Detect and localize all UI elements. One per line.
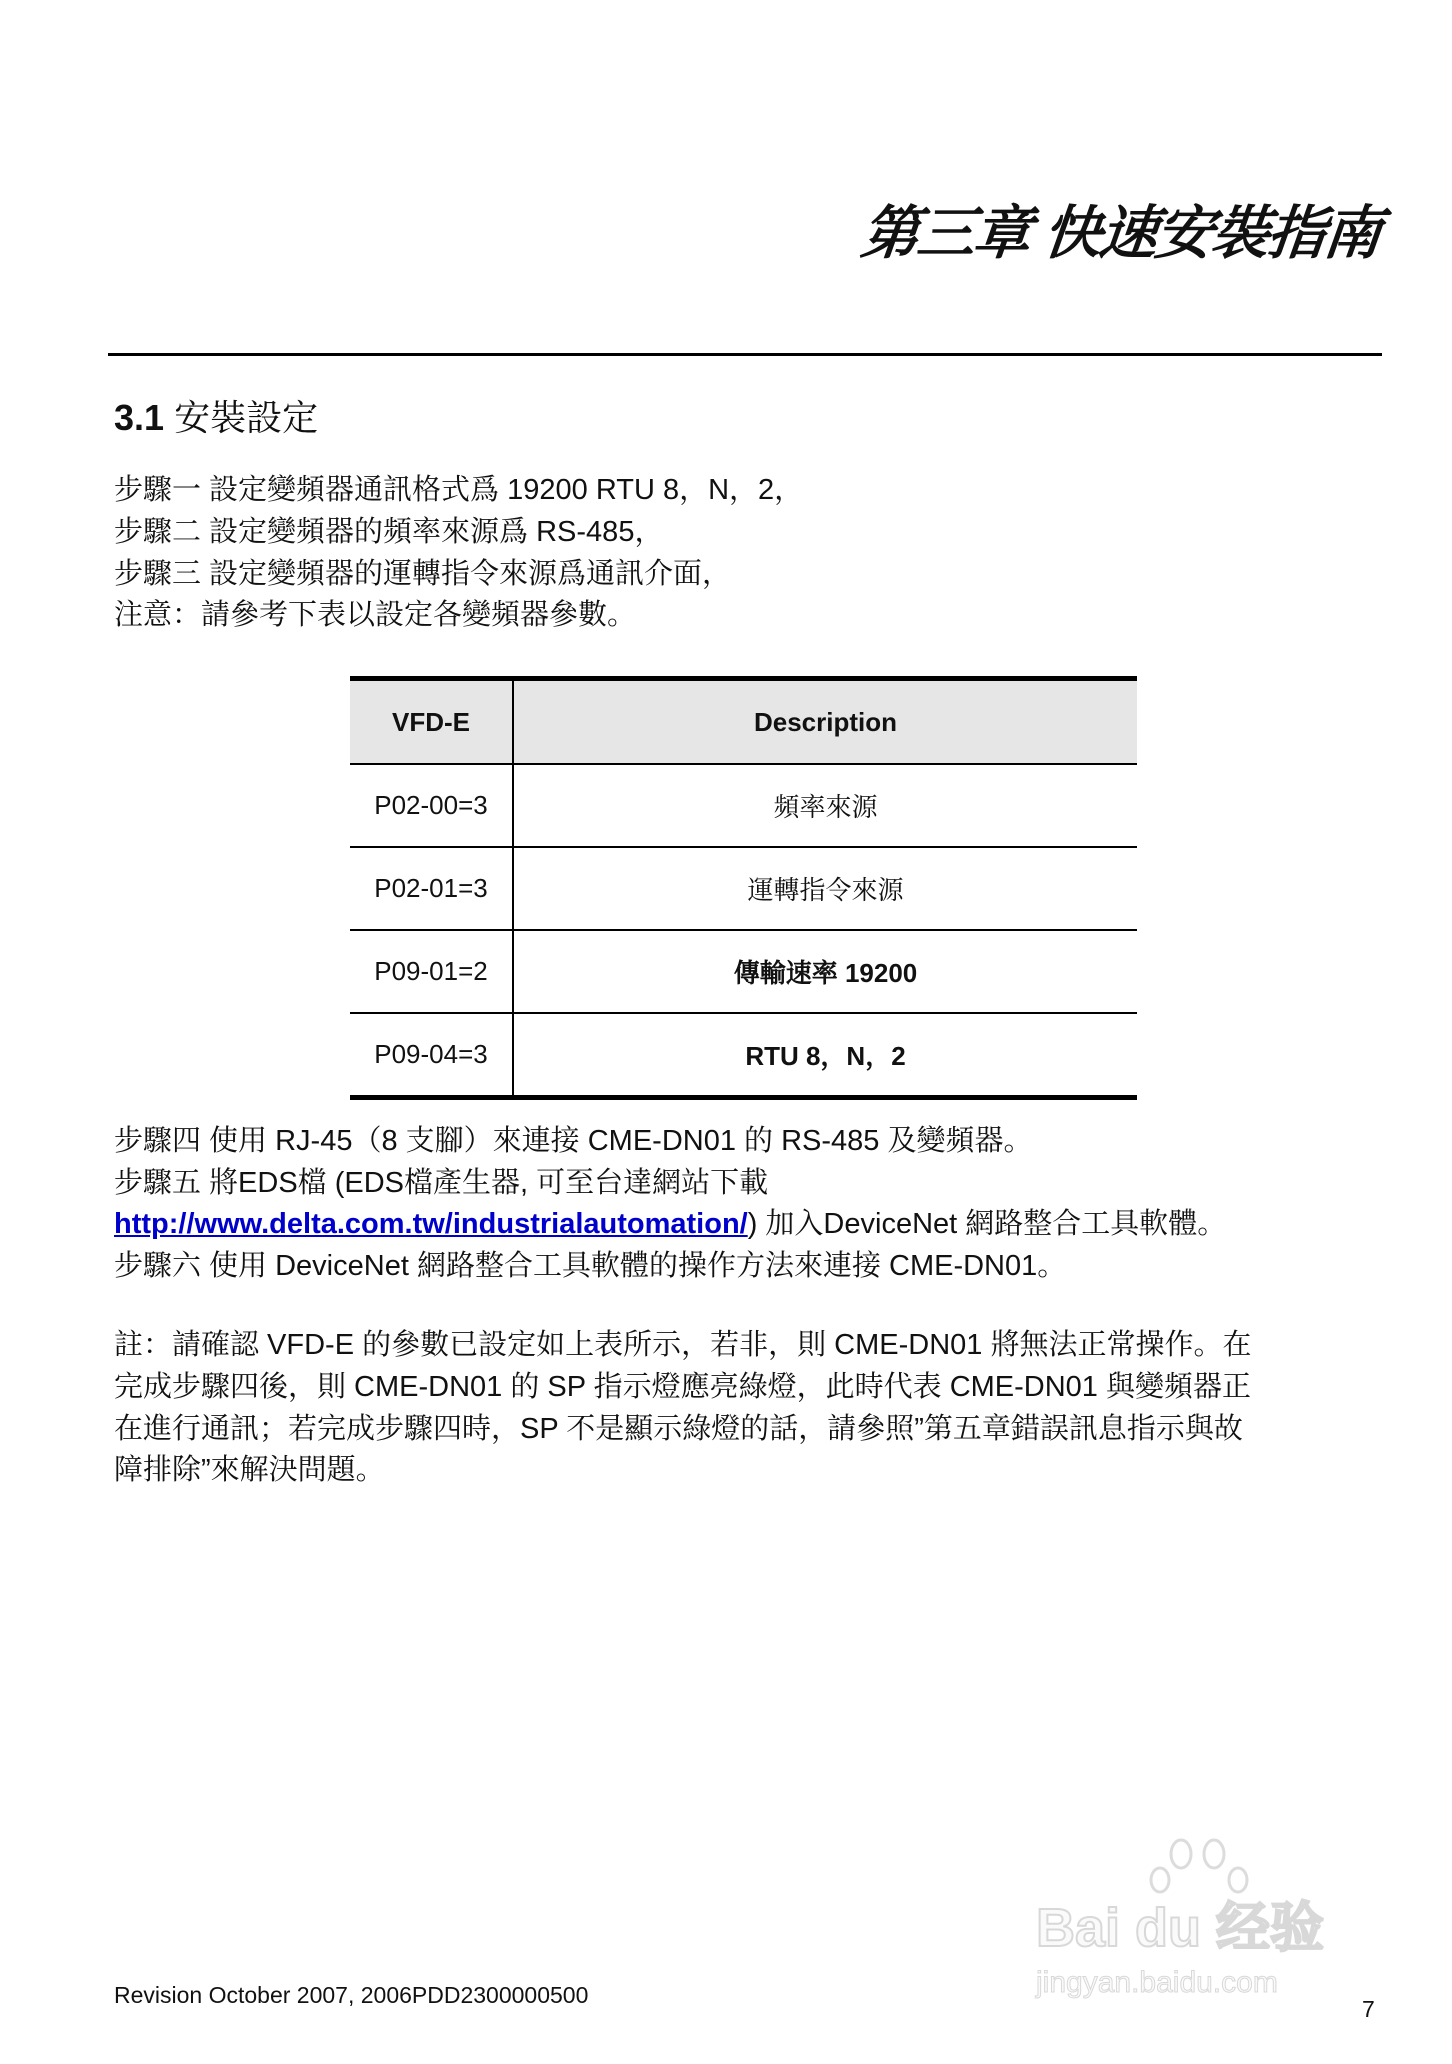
step-5-tail: ) 加入DeviceNet 網路整合工具軟體。: [747, 1208, 1227, 1240]
description-cell: 頻率來源: [513, 764, 1137, 847]
param-cell: P02-00=3: [350, 764, 513, 847]
watermark-url: jingyan.baidu.com: [1036, 1966, 1278, 1999]
table-header-row: [350, 679, 1137, 765]
note-intro: 注意：請參考下表以設定各變頻器參數。: [114, 599, 637, 631]
table-row: [350, 930, 1137, 1013]
step-3: 步驟三 設定變頻器的運轉指令來源爲通訊介面，: [114, 558, 732, 590]
note-line: 障排除”來解決問題。: [114, 1454, 385, 1486]
param-cell: P09-01=2: [350, 930, 513, 1013]
header-vfd-e: VFD-E: [350, 679, 513, 765]
table-row: [350, 764, 1137, 847]
step-1: 步驟一 設定變頻器通訊格式爲 19200 RTU 8，N，2，: [114, 474, 804, 506]
delta-download-link[interactable]: http://www.delta.com.tw/industrialautomation/: [114, 1208, 748, 1240]
header-description: Description: [513, 679, 1137, 765]
section-number: 3.1: [114, 397, 165, 438]
step-6: 步驟六 使用 DeviceNet 網路整合工具軟體的操作方法來連接 CME-DN01。: [114, 1250, 1067, 1282]
section-title: 安裝設定: [174, 397, 319, 438]
section-heading: [114, 390, 318, 441]
page-number: 7: [1362, 1996, 1375, 2022]
chapter-title: 第三章 快速安裝指南: [857, 201, 1383, 266]
note-line: 在進行通訊；若完成步驟四時，SP 不是顯示綠燈的話，請參照”第五章錯誤訊息指示與故: [114, 1413, 1243, 1445]
table-row: [350, 1013, 1137, 1098]
note-line: 完成步驟四後，則 CME-DN01 的 SP 指示燈應亮綠燈，此時代表 CME-DN01 與變頻器正: [114, 1371, 1251, 1403]
paw-icon: [1146, 1836, 1256, 1896]
param-cell: P09-04=3: [350, 1013, 513, 1098]
step-4: 步驟四 使用 RJ-45（8 支腳）來連接 CME-DN01 的 RS-485 及變頻器。: [114, 1125, 1033, 1157]
description-cell: RTU 8，N，2: [513, 1013, 1137, 1098]
title-divider: [108, 353, 1382, 356]
description-cell: 傳輸速率 19200: [513, 930, 1137, 1013]
baidu-watermark: [1036, 1836, 1356, 2006]
description-cell: 運轉指令來源: [513, 847, 1137, 930]
step-5-continued: [114, 1204, 1226, 1244]
table-row: [350, 847, 1137, 930]
watermark-brand: Bai du 经验: [1036, 1898, 1325, 1958]
note-line: 註：請確認 VFD-E 的參數已設定如上表所示，若非，則 CME-DN01 將無法正常操作。在: [114, 1329, 1252, 1361]
parameter-table: [350, 676, 1137, 1100]
param-cell: P02-01=3: [350, 847, 513, 930]
revision-footer: Revision October 2007, 2006PDD2300000500: [114, 1982, 589, 2008]
step-5: 步驟五 將EDS檔 (EDS檔產生器, 可至台達網站下載: [114, 1167, 769, 1199]
step-2: 步驟二 設定變頻器的頻率來源爲 RS-485，: [114, 516, 664, 548]
